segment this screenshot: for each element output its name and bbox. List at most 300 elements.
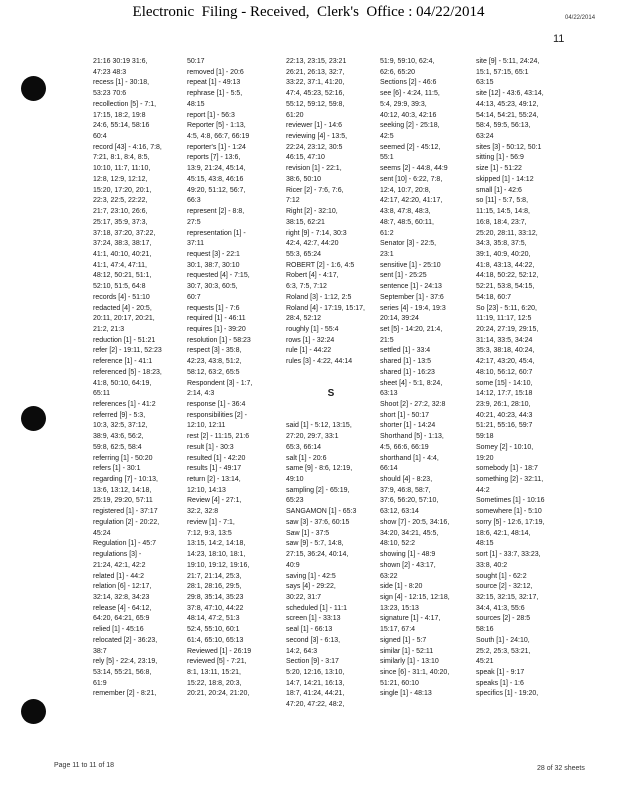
- index-entry-line: request [3] - 22:1: [187, 250, 240, 258]
- index-entry-line: 54:14, 54:21, 55:24,: [476, 111, 539, 119]
- index-entry-line: 41:8, 43:13, 44:22,: [476, 261, 535, 269]
- index-entry-line: requested [4] - 7:15,: [187, 272, 250, 280]
- index-entry-line: sent [1] - 25:25: [380, 272, 427, 280]
- index-entry-line: 18:7, 41:24, 44:21,: [286, 690, 345, 698]
- index-entry-line: 29:8, 35:14, 35:23: [187, 593, 244, 601]
- index-entry-line: 42:23, 43:8, 51:2,: [187, 358, 242, 366]
- index-entry-line: 2:14, 4:3: [187, 390, 215, 398]
- index-entry-line: speaks [1] - 1:6: [476, 679, 524, 687]
- index-entry-line: review [1] - 7:1,: [187, 518, 235, 526]
- index-entry-line: 64:20, 64:21, 65:9: [93, 615, 150, 623]
- index-entry-line: 63:24: [476, 133, 494, 141]
- index-entry-line: 63:15: [476, 79, 494, 87]
- index-entry-line: similarly [1] - 13:10: [380, 658, 439, 666]
- index-entry-line: 33:22, 37:1, 41:20,: [286, 79, 345, 87]
- index-entry-line: 31:14, 33:5, 34:24: [476, 336, 533, 344]
- index-entry-line: result [1] - 30:3: [187, 443, 234, 451]
- index-entry-line: 21:16 30:19 31:6,: [93, 58, 148, 65]
- index-entry-line: signature [1] - 4:17,: [380, 615, 441, 623]
- index-entry-line: speak [1] - 9:17: [476, 668, 525, 676]
- index-entry-line: Senator [3] - 22:5,: [380, 240, 437, 248]
- index-entry-line: redacted [4] - 20:5,: [93, 304, 152, 312]
- index-entry-line: represent [2] - 8:8,: [187, 208, 245, 216]
- index-entry-line: 43:8, 47:8, 48:3,: [380, 208, 431, 216]
- index-entry-line: 15:22, 18:8, 20:3,: [187, 679, 242, 687]
- index-entry-line: 37:6, 56:20, 57:10,: [380, 497, 439, 505]
- index-entry-line: [286, 368, 376, 379]
- index-entry-line: seeking [2] - 25:18,: [380, 122, 440, 130]
- index-entry-line: somewhere [1] - 5:10: [476, 508, 542, 516]
- index-entry-line: ROBERT [2] - 1:6, 4:5: [286, 261, 355, 269]
- index-column-5: [476, 57, 566, 700]
- index-entry-line: 14:23, 18:10, 18:1,: [187, 551, 246, 559]
- index-entry-line: scheduled [1] - 11:1: [286, 604, 347, 612]
- index-entry-line: rely [5] - 22:4, 23:19,: [93, 658, 158, 666]
- index-entry-line: [286, 411, 376, 422]
- index-entry-line: reviewing [4] - 13:5,: [286, 133, 348, 141]
- index-entry-line: 26:21, 26:13, 32:7,: [286, 68, 345, 76]
- index-entry-line: 53:23 70:6: [93, 90, 127, 98]
- stamp-date-small: 04/22/2014: [565, 15, 596, 21]
- index-entry-line: 47:4, 45:23, 52:16,: [286, 90, 345, 98]
- index-entry-line: site [12] - 43:6, 43:14,: [476, 90, 544, 98]
- index-entry-line: 27:15, 36:24, 40:14,: [286, 551, 349, 559]
- footer-page-range: Page 11 to 11 of 18: [54, 762, 115, 769]
- index-entry-line: size [1] - 51:22: [476, 165, 522, 173]
- index-entry-line: 22:3, 22:5, 22:22,: [93, 197, 148, 205]
- index-entry-line: 35:3, 38:18, 40:24,: [476, 347, 535, 355]
- index-entry-line: 7:12: [286, 197, 300, 205]
- index-entry-line: Roland [3] - 1:12, 2:5: [286, 293, 352, 301]
- section-letter: S: [327, 388, 335, 400]
- index-entry-line: repeat [1] - 49:13: [187, 79, 241, 87]
- index-entry-line: 55:12, 59:12, 59:8,: [286, 100, 345, 108]
- index-entry-line: 15:1, 57:15, 65:1: [476, 68, 529, 76]
- index-entry-line: Sometimes [1] - 10:16: [476, 497, 545, 505]
- index-entry-line: 18:6, 42:1, 48:14,: [476, 529, 531, 537]
- index-entry-line: referenced [5] - 18:23,: [93, 368, 162, 376]
- index-entry-line: source [2] - 32:12,: [476, 583, 533, 591]
- index-entry-line: 27:20, 29:7, 33:1: [286, 433, 339, 441]
- index-entry-line: sign [4] - 12:15, 12:18,: [380, 593, 450, 601]
- index-entry-line: something [2] - 32:11,: [476, 476, 544, 484]
- index-entry-line: 34:4, 41:3, 55:6: [476, 604, 525, 612]
- index-entry-line: 10:10, 11:7, 11:10,: [93, 165, 151, 173]
- index-entry-line: sent [10] - 6:22, 7:8,: [380, 175, 443, 183]
- index-entry-line: 23:9, 26:1, 28:10,: [476, 401, 531, 408]
- index-entry-line: 61:20: [286, 111, 304, 119]
- index-entry-line: 5:20, 12:16, 13:10,: [286, 668, 345, 676]
- index-entry-line: 34:20, 34:21, 45:5,: [380, 529, 439, 537]
- index-entry-line: 42:5: [380, 133, 394, 141]
- index-entry-line: referring [1] - 50:20: [93, 454, 153, 462]
- index-entry-line: 19:10, 19:12, 19:16,: [187, 561, 250, 569]
- index-entry-line: 12:10, 14:13: [187, 486, 226, 494]
- index-entry-line: roughly [1] - 55:4: [286, 325, 339, 333]
- index-entry-line: 21:7, 21:14, 25:3,: [187, 572, 242, 580]
- index-entry-line: 21:7, 23:10, 26:6,: [93, 208, 148, 216]
- index-entry-line: requires [1] - 39:20: [187, 325, 246, 333]
- index-entry-line: 41:1, 40:10, 40:21,: [93, 250, 152, 258]
- index-entry-line: reports [7] - 13:6,: [187, 154, 241, 162]
- index-entry-line: 39:1, 40:9, 40:20,: [476, 250, 531, 258]
- index-entry-line: 60:7: [187, 293, 201, 301]
- index-entry-line: skipped [1] - 14:12: [476, 175, 534, 183]
- index-entry-line: 27:5: [187, 218, 201, 226]
- index-entry-line: 17:15, 18:2, 19:8: [93, 111, 146, 119]
- index-entry-line: remember [2] - 8:21,: [93, 690, 157, 698]
- index-entry-line: seemed [2] - 45:12,: [380, 143, 441, 151]
- index-entry-line: 11:15, 14:5, 14:8,: [476, 208, 530, 216]
- index-entry-line: resulted [1] - 42:20: [187, 454, 246, 462]
- index-entry-line: refers [1] - 30:1: [93, 465, 141, 473]
- index-entry-line: 13:23, 15:13: [380, 604, 419, 612]
- index-entry-line: regulations [3] -: [93, 551, 142, 559]
- index-entry-line: 52:4, 55:10, 60:1: [187, 626, 240, 634]
- index-entry-line: 32:2, 32:8: [187, 508, 219, 516]
- index-entry-line: since [6] - 31:1, 40:20,: [380, 668, 450, 676]
- index-column-4: [380, 57, 470, 700]
- index-entry-line: 34:3, 35:8, 37:5,: [476, 240, 527, 248]
- index-entry-line: some [15] - 14:10,: [476, 379, 533, 387]
- index-entry-line: should [4] - 8:23,: [380, 476, 433, 484]
- index-entry-line: sorry [5] - 12:6, 17:19,: [476, 518, 545, 526]
- index-entry-line: 14:7, 14:21, 16:13,: [286, 679, 345, 687]
- index-entry-line: saw [3] - 37:6, 60:15: [286, 518, 350, 526]
- index-entry-line: shorter [1] - 14:24: [380, 422, 436, 430]
- index-entry-line: 66:14: [380, 465, 398, 473]
- index-entry-line: so [11] - 5:7, 5:8,: [476, 197, 529, 205]
- page-mark: 11: [553, 33, 565, 45]
- index-entry-line: 62:6, 65:20: [380, 68, 416, 76]
- index-entry-line: 45:21: [476, 658, 494, 666]
- index-entry-line: regarding [7] - 10:13,: [93, 476, 158, 484]
- index-entry-line: 21:5: [380, 336, 394, 344]
- index-entry-line: regulation [2] - 20:22,: [93, 518, 160, 526]
- index-entry-line: 46:15, 47:10: [286, 154, 325, 162]
- index-entry-line: seal [1] - 66:13: [286, 626, 333, 634]
- index-entry-line: report [1] - 56:3: [187, 111, 235, 119]
- index-entry-line: Respondent [3] - 1:7,: [187, 379, 253, 387]
- index-entry-line: 37:24, 38:3, 38:17,: [93, 240, 152, 248]
- index-entry-line: 60:4: [93, 133, 107, 141]
- index-entry-line: 32:15, 32:15, 32:17,: [476, 593, 539, 601]
- index-entry-line: results [1] - 49:17: [187, 465, 242, 473]
- index-entry-line: 15:20, 17:20, 20:1,: [93, 186, 152, 194]
- index-entry-line: representation [1] -: [187, 229, 246, 237]
- index-entry-line: 23:1: [380, 250, 394, 258]
- index-entry-line: 40:12, 40:3, 42:16: [380, 111, 437, 119]
- index-entry-line: rephrase [1] - 5:5,: [187, 90, 243, 98]
- index-entry-line: 63:12, 63:14: [380, 508, 419, 516]
- index-entry-line: 16:8, 18:4, 23:7,: [476, 218, 527, 226]
- index-entry-line: saving [1] - 42:5: [286, 572, 336, 580]
- index-entry-line: 52:10, 51:5, 64:8: [93, 283, 146, 291]
- index-entry-line: screen [1] - 33:13: [286, 615, 341, 623]
- index-entry-line: specifics [1] - 19:20,: [476, 690, 539, 698]
- index-entry-line: Shoot [2] - 27:2, 32:8: [380, 401, 446, 408]
- index-entry-line: 13:15, 14:2, 14:18,: [187, 540, 246, 548]
- index-entry-line: 47:23 48:3: [93, 68, 127, 76]
- index-entry-line: Right [2] - 32:10,: [286, 208, 338, 216]
- index-entry-line: show [7] - 20:5, 34:16,: [380, 518, 450, 526]
- index-entry-line: resolution [1] - 58:23: [187, 336, 251, 344]
- index-entry-line: 44:13, 45:23, 49:12,: [476, 100, 539, 108]
- index-entry-line: 65:3, 66:14: [286, 443, 322, 451]
- index-entry-line: 58:4, 59:5, 56:13,: [476, 122, 531, 130]
- index-entry-line: shared [1] - 16:23: [380, 368, 435, 376]
- index-entry-line: 7:12, 9:3, 13:5: [187, 529, 232, 537]
- index-entry-line: Roland [4] - 17:19, 15:17,: [286, 304, 365, 312]
- index-entry-line: 28:4, 52:12: [286, 315, 322, 323]
- index-entry-line: 20:14, 39:24: [380, 315, 419, 323]
- index-entry-line: 20:21, 20:24, 21:20,: [187, 690, 250, 698]
- index-column-3: [286, 57, 376, 711]
- index-entry-line: shown [2] - 43:17,: [380, 561, 436, 569]
- filing-stamp: Electronic Filing - Received, Clerk's Office : 04/22/2014: [132, 4, 485, 20]
- index-entry-line: sought [1] - 62:2: [476, 572, 527, 580]
- index-entry-line: 37:9, 46:8, 58:7,: [380, 486, 431, 494]
- index-entry-line: required [1] - 46:11: [187, 315, 246, 323]
- index-entry-line: responsibilities [2] -: [187, 411, 247, 419]
- index-entry-line: seems [2] - 44:8, 44:9: [380, 165, 448, 173]
- index-entry-line: 14:2, 64:3: [286, 647, 318, 655]
- index-entry-line: 51:21, 60:10: [380, 679, 419, 687]
- index-entry-line: 30:1, 38:7, 30:10: [187, 261, 240, 269]
- index-entry-line: 11:19, 11:17, 12:5: [476, 315, 532, 323]
- index-entry-line: 6:3, 7:5, 7:12: [286, 283, 327, 291]
- index-entry-line: 20:11, 20:17, 20:21,: [93, 315, 155, 323]
- index-entry-line: Review [4] - 27:1,: [187, 497, 242, 505]
- index-entry-line: Regulation [1] - 45:7: [93, 540, 157, 548]
- index-entry-line: reviewer [1] - 14:6: [286, 122, 343, 130]
- index-entry-line: 40:9: [286, 561, 300, 569]
- index-entry-line: salt [1] - 20:6: [286, 454, 327, 462]
- index-entry-line: sensitive [1] - 25:10: [380, 261, 441, 269]
- index-entry-line: rules [3] - 4:22, 44:14: [286, 358, 353, 366]
- index-entry-line: second [3] - 6:13,: [286, 636, 341, 644]
- index-entry-line: sort [1] - 33:7, 33:23,: [476, 551, 541, 559]
- index-entry-line: 66:3: [187, 197, 201, 205]
- index-entry-line: So [23] - 5:11, 6:20,: [476, 304, 537, 312]
- index-entry-line: [286, 400, 376, 411]
- index-entry-line: relocated [2] - 36:23,: [93, 636, 158, 644]
- index-entry-line: 45:15, 43:8, 46:16: [187, 175, 244, 183]
- index-entry-line: 63:13: [380, 390, 398, 398]
- index-entry-line: 38:15, 62:21: [286, 218, 325, 226]
- index-entry-line: reporter's [1] - 1:24: [187, 143, 246, 151]
- index-entry-line: 48:14, 47:2, 51:3: [187, 615, 240, 623]
- index-entry-line: settled [1] - 33:4: [380, 347, 431, 355]
- index-entry-line: somebody [1] - 18:7: [476, 465, 538, 473]
- index-entry-line: Shorthand [5] - 1:13,: [380, 433, 444, 441]
- index-entry-line: reduction [1] - 51:21: [93, 336, 156, 344]
- index-entry-line: 8:1, 13:11, 15:21,: [187, 668, 241, 676]
- index-entry-line: requests [1] - 7:6: [187, 304, 240, 312]
- index-entry-line: relied [1] - 45:16: [93, 626, 144, 634]
- index-entry-line: recess [1] - 30:18,: [93, 79, 150, 87]
- index-entry-line: records [4] - 51:10: [93, 293, 150, 301]
- index-entry-line: 47:20, 47:22, 48:2,: [286, 701, 345, 709]
- index-entry-line: sources [2] - 28:5: [476, 615, 531, 623]
- index-entry-line: sites [3] - 50:12, 50:1: [476, 143, 542, 151]
- index-entry-line: shorthand [1] - 4:4,: [380, 454, 439, 462]
- index-entry-line: 48:10, 56:12, 60:7: [476, 368, 533, 376]
- index-entry-line: respect [3] - 35:8,: [187, 347, 242, 355]
- index-entry-line: 10:3, 32:5, 37:12,: [93, 422, 148, 430]
- index-entry-line: SANGAMON [1] - 65:3: [286, 508, 357, 516]
- index-entry-line: 12:10, 12:11: [187, 422, 226, 430]
- index-entry-line: 58:12, 63:2, 65:5: [187, 368, 240, 376]
- index-entry-line: 63:22: [380, 572, 398, 580]
- index-entry-line: said [1] - 5:12, 13:15,: [286, 422, 352, 430]
- index-entry-line: 30:22, 31:7: [286, 593, 322, 601]
- index-entry-line: 59:18: [476, 433, 494, 441]
- index-entry-line: 37:11: [187, 240, 204, 248]
- index-entry-line: South [1] - 24:10,: [476, 636, 530, 644]
- index-column-2: [187, 57, 277, 700]
- index-entry-line: refer [2] - 19:11, 52:23: [93, 347, 162, 355]
- index-entry-line: 55:1: [380, 154, 394, 162]
- index-entry-line: 12:8, 12:9, 12:12,: [93, 175, 148, 183]
- index-entry-line: September [1] - 37:6: [380, 293, 444, 301]
- index-entry-line: 48:7, 48:5, 60:11,: [380, 218, 434, 226]
- index-entry-line: 48:12, 50:21, 51:1,: [93, 272, 152, 280]
- index-entry-line: 13:6, 13:12, 14:18,: [93, 486, 152, 494]
- index-entry-line: 14:12, 17:7, 15:18: [476, 390, 533, 398]
- index-entry-line: reference [1] - 41:1: [93, 358, 153, 366]
- index-entry-line: 25:2, 25:3, 53:21,: [476, 647, 531, 655]
- index-entry-line: 4:5, 4:8, 66:7, 66:19: [187, 133, 250, 141]
- index-entry-line: sentence [1] - 24:13: [380, 283, 442, 291]
- index-entry-line: 61:9: [93, 679, 107, 687]
- index-entry-line: return [2] - 13:14,: [187, 476, 241, 484]
- index-entry-line: 44:18, 50:22, 52:12,: [476, 272, 539, 280]
- index-entry-line: Saw [1] - 37:5: [286, 529, 330, 537]
- index-entry-line: Reporter [5] - 1:13,: [187, 122, 246, 130]
- index-entry-line: 42:17, 43:20, 45:4,: [476, 358, 535, 366]
- index-entry-line: 41:1, 47:4, 47:11,: [93, 261, 147, 269]
- index-entry-line: 4:5, 66:6, 66:19: [380, 443, 429, 451]
- index-entry-line: right [9] - 7:14, 30:3: [286, 229, 347, 237]
- index-entry-line: 59:8, 62:5, 58:4: [93, 443, 142, 451]
- index-entry-line: 7:21, 8:1, 8:4, 8:5,: [93, 154, 150, 162]
- index-entry-line: 41:8, 50:10, 64:19,: [93, 379, 152, 387]
- index-entry-line: 30:7, 30:3, 60:5,: [187, 283, 238, 291]
- index-entry-line: 38:9, 43:6, 56:2,: [93, 433, 144, 441]
- index-entry-line: 22:13, 23:15, 23:21: [286, 58, 347, 65]
- index-entry-line: 40:21, 40:23, 44:3: [476, 411, 533, 419]
- index-entry-line: similar [1] - 52:11: [380, 647, 434, 655]
- index-entry-line: 48:15: [187, 100, 205, 108]
- index-entry-line: 65:11: [93, 390, 110, 398]
- index-entry-line: series [4] - 19:4, 19:3: [380, 304, 446, 312]
- index-entry-line: Robert [4] - 4:17,: [286, 272, 339, 280]
- index-entry-line: recollection [5] - 7:1,: [93, 100, 157, 108]
- index-entry-line: 15:17, 67:4: [380, 626, 416, 634]
- index-entry-line: record [43] - 4:16, 7:8,: [93, 143, 162, 151]
- index-entry-line: 48:15: [476, 540, 494, 548]
- index-entry-line: 37:8, 47:10, 44:22: [187, 604, 244, 612]
- index-entry-line: 24:6, 55:14, 58:16: [93, 122, 150, 130]
- index-entry-line: single [1] - 48:13: [380, 690, 432, 698]
- index-entry-line: 25:19, 29:20, 57:11: [93, 497, 153, 505]
- index-entry-line: 53:14, 55:21, 56:8,: [93, 668, 152, 676]
- index-entry-line: 65:23: [286, 497, 304, 505]
- index-entry-line: says [4] - 29:22,: [286, 583, 336, 591]
- index-entry-line: 55:3, 65:24: [286, 250, 322, 258]
- index-entry-line: referred [9] - 5:3,: [93, 411, 146, 419]
- index-entry-line: 51:21, 55:16, 59:7: [476, 422, 533, 430]
- index-entry-line: site [9] - 5:11, 24:24,: [476, 58, 540, 65]
- index-entry-line: 20:24, 27:19, 29:15,: [476, 325, 539, 333]
- index-entry-line: 49:10: [286, 476, 304, 484]
- index-entry-line: set [5] - 14:20, 21:4,: [380, 325, 443, 333]
- index-entry-line: rule [1] - 44:22: [286, 347, 332, 355]
- index-entry-line: rest [2] - 11:15, 21:6: [187, 433, 250, 441]
- index-entry-line: references [1] - 41:2: [93, 401, 156, 408]
- index-entry-line: removed [1] - 20:6: [187, 68, 244, 76]
- index-entry-line: response [1] - 36:4: [187, 401, 246, 408]
- index-entry-line: side [1] - 8:20: [380, 583, 423, 591]
- index-entry-line: 38:7: [93, 647, 107, 655]
- index-entry-line: 50:17: [187, 58, 205, 65]
- index-entry-line: Ricer [2] - 7:6, 7:6,: [286, 186, 344, 194]
- index-entry-line: 28:1, 28:16, 29:5,: [187, 583, 242, 591]
- index-entry-line: 5:4, 29:9, 39:3,: [380, 100, 427, 108]
- index-entry-line: 21:2, 21:3: [93, 325, 125, 333]
- index-entry-line: 61:4, 65:10, 65:13: [187, 636, 244, 644]
- index-entry-line: 58:16: [476, 626, 494, 634]
- index-entry-line: relation [6] - 12:17,: [93, 583, 152, 591]
- index-entry-line: short [1] - 50:17: [380, 411, 430, 419]
- index-entry-line: 42:4, 42:7, 44:20: [286, 240, 339, 248]
- index-entry-line: reviewed [5] - 7:21,: [187, 658, 247, 666]
- index-entry-line: saw [9] - 5:7, 14:8,: [286, 540, 344, 548]
- index-entry-line: Sections [2] - 46:6: [380, 79, 437, 87]
- index-entry-line: 13:9, 21:24, 45:14,: [187, 165, 246, 173]
- index-entry-line: sampling [2] - 65:19,: [286, 486, 350, 494]
- index-entry-line: 21:24, 42:1, 42:2: [93, 561, 146, 569]
- index-entry-line: 32:14, 32:8, 34:23: [93, 593, 150, 601]
- index-entry-line: 52:21, 53:8, 54:15,: [476, 283, 535, 291]
- index-entry-line: 51:9, 59:10, 62:4,: [380, 58, 435, 65]
- footer-sheet-count: 28 of 32 sheets: [537, 765, 585, 772]
- index-entry-line: 12:4, 10:7, 20:8,: [380, 186, 431, 194]
- index-entry-line: showing [1] - 48:9: [380, 551, 436, 559]
- index-entry-line: related [1] - 44:2: [93, 572, 144, 580]
- index-entry-line: sitting [1] - 56:9: [476, 154, 524, 162]
- index-entry-line: Somey [2] - 10:10,: [476, 443, 534, 451]
- index-entry-line: 37:18, 37:20, 37:22,: [93, 229, 156, 237]
- index-entry-line: small [1] - 42:6: [476, 186, 522, 194]
- index-entry-line: 45:24: [93, 529, 111, 537]
- index-entry-line: 33:8, 40:2: [476, 561, 508, 569]
- index-entry-line: sheet [4] - 5:1, 8:24,: [380, 379, 443, 387]
- index-entry-line: 54:18, 60:7: [476, 293, 512, 301]
- index-entry-line: see [6] - 4:24, 11:5,: [380, 90, 440, 98]
- index-entry-line: 48:10, 52:2: [380, 540, 416, 548]
- index-column-1: [93, 57, 183, 700]
- index-entry-line: 25:17, 35:9, 37:3,: [93, 218, 148, 226]
- index-entry-line: same [9] - 8:6, 12:19,: [286, 465, 353, 473]
- index-entry-line: 25:20, 28:11, 33:12,: [476, 229, 538, 237]
- index-entry-line: shared [1] - 13:5: [380, 358, 431, 366]
- index-entry-line: 44:2: [476, 486, 490, 494]
- index-entry-line: 49:20, 51:12, 56:7,: [187, 186, 246, 194]
- index-entry-line: 38:6, 50:10: [286, 175, 322, 183]
- index-entry-line: 61:2: [380, 229, 394, 237]
